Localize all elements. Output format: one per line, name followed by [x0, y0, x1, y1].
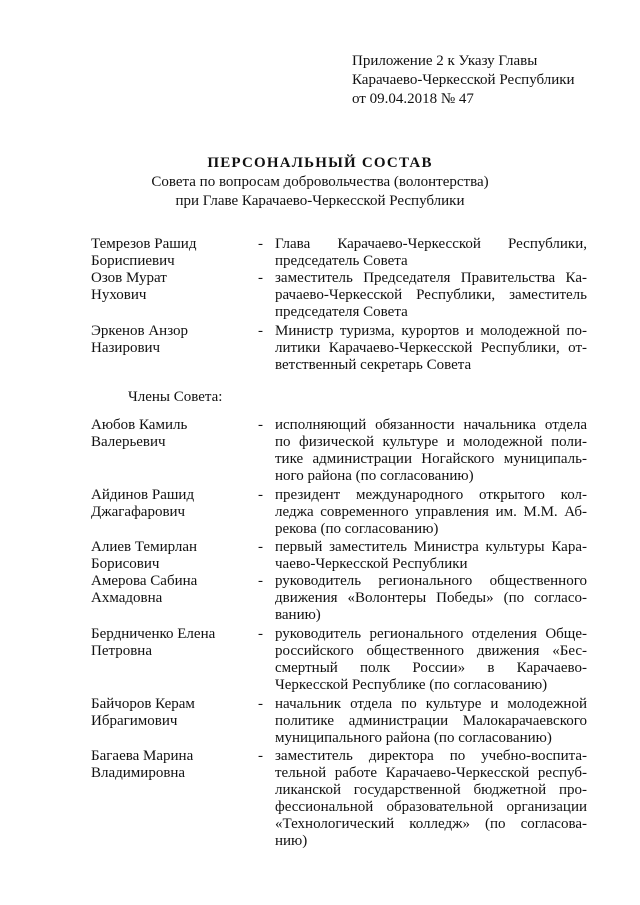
member-name-line: Валерьевич	[91, 434, 166, 450]
member-position	[275, 323, 587, 374]
member-name-line: Джагафарович	[91, 504, 186, 520]
appendix-note	[352, 52, 612, 109]
member-name-line: Озов Мурат	[91, 270, 167, 286]
member-name-line: Алиев Темирлан	[91, 539, 198, 555]
position-line: российского общественного движения «Бес-	[275, 643, 587, 659]
position-line: фессиональной образовательной организации	[275, 799, 587, 815]
member-name	[91, 696, 256, 730]
member-position	[275, 487, 587, 538]
dash: -	[258, 573, 263, 589]
position-line: нию)	[275, 833, 308, 849]
dash: -	[258, 417, 263, 433]
position-line: движения «Волонтеры Победы» (по согласо-	[275, 590, 587, 606]
member-name-line: Бердниченко Елена	[91, 626, 216, 642]
position-line: председателя Совета	[275, 304, 408, 320]
position-line: по физической культуре и молодежной поли-	[275, 434, 587, 450]
member-name	[91, 487, 256, 521]
member-name	[91, 270, 256, 304]
dash: -	[258, 539, 263, 555]
document-subtitle-line: при Главе Карачаево-Черкесской Республики	[175, 193, 465, 209]
member-name-line: Назирович	[91, 340, 161, 356]
member-name	[91, 573, 256, 607]
member-name-line: Аюбов Камиль	[91, 417, 188, 433]
position-line: литики Карачаево-Черкесской Республики, от-	[275, 340, 587, 356]
member-name	[91, 748, 256, 782]
position-line: начальник отдела по культуре и молодежной	[275, 696, 587, 712]
member-name-line: Амерова Сабина	[91, 573, 198, 589]
position-line: ликанской государственной бюджетной про-	[275, 782, 587, 798]
position-line: леджа современного управления им. М.М. Аб-	[275, 504, 587, 520]
position-line: исполняющий обязанности начальника отдела	[275, 417, 587, 433]
document-subtitle-line: Совета по вопросам добровольчества (волонтерства)	[151, 174, 489, 190]
position-line: рачаево-Черкесской Республики, заместитель	[275, 287, 587, 303]
position-line: ветственный секретарь Совета	[275, 357, 472, 373]
position-line: Черкесской Республике (по согласованию)	[275, 677, 548, 693]
member-position	[275, 417, 587, 485]
position-line: Глава Карачаево-Черкесской Республики,	[275, 236, 587, 252]
position-line: ного района (по согласованию)	[275, 468, 474, 484]
position-line: первый заместитель Министра культуры Кара-	[275, 539, 587, 555]
position-line: рекова (по согласованию)	[275, 521, 439, 537]
member-position	[275, 270, 587, 321]
position-line: председатель Совета	[275, 253, 408, 269]
position-line: смертный полк России» в Карачаево-	[275, 660, 587, 676]
dash: -	[258, 748, 263, 764]
position-line: руководитель регионального общественного	[275, 573, 587, 589]
member-name	[91, 323, 256, 357]
member-position	[275, 626, 587, 694]
member-name-line: Ибрагимович	[91, 713, 178, 729]
member-name	[91, 236, 256, 270]
members-section-label: Члены Совета:	[128, 389, 223, 405]
member-name-line: Борисович	[91, 556, 160, 572]
position-line: Министр туризма, курортов и молодежной по-	[275, 323, 587, 339]
dash: -	[258, 487, 263, 503]
document-title: ПЕРСОНАЛЬНЫЙ СОСТАВ	[207, 155, 433, 171]
dash: -	[258, 696, 263, 712]
member-name-line: Петровна	[91, 643, 152, 659]
appendix-line: от 09.04.2018 № 47	[352, 91, 474, 107]
position-line: чаево-Черкесской Республики	[275, 556, 468, 572]
position-line: муниципального района (по согласованию)	[275, 730, 552, 746]
member-position	[275, 539, 587, 573]
appendix-line: Приложение 2 к Указу Главы	[352, 53, 538, 69]
member-position	[275, 573, 587, 624]
position-line: заместитель директора по учебно-воспита-	[275, 748, 587, 764]
member-name-line: Владимировна	[91, 765, 186, 781]
member-name-line: Нухович	[91, 287, 147, 303]
member-name-line: Темрезов Рашид	[91, 236, 197, 252]
dash: -	[258, 270, 263, 286]
dash: -	[258, 626, 263, 642]
member-name	[91, 626, 256, 660]
member-position	[275, 236, 587, 270]
position-line: руководитель регионального отделения Обще-	[275, 626, 587, 642]
position-line: заместитель Председателя Правительства Ка-	[275, 270, 587, 286]
member-position	[275, 696, 587, 747]
member-position	[275, 748, 587, 850]
position-line: тельной работе Карачаево-Черкесской респуб-	[275, 765, 587, 781]
dash: -	[258, 236, 263, 252]
member-name	[91, 417, 256, 451]
member-name-line: Багаева Марина	[91, 748, 194, 764]
member-name-line: Байчоров Керам	[91, 696, 195, 712]
member-name-line: Ахмадовна	[91, 590, 163, 606]
member-name	[91, 539, 256, 573]
member-name-line: Айдинов Рашид	[91, 487, 195, 503]
document-heading	[0, 154, 640, 211]
member-name-line: Бориспиевич	[91, 253, 175, 269]
appendix-line: Карачаево-Черкесской Республики	[352, 72, 575, 88]
position-line: президент международного открытого кол-	[275, 487, 587, 503]
position-line: тике администрации Ногайского муниципаль-	[275, 451, 587, 467]
position-line: ванию)	[275, 607, 321, 623]
dash: -	[258, 323, 263, 339]
position-line: «Технологический колледж» (по согласова-	[275, 816, 587, 832]
position-line: политике администрации Малокарачаевского	[275, 713, 587, 729]
member-name-line: Эркенов Анзор	[91, 323, 189, 339]
